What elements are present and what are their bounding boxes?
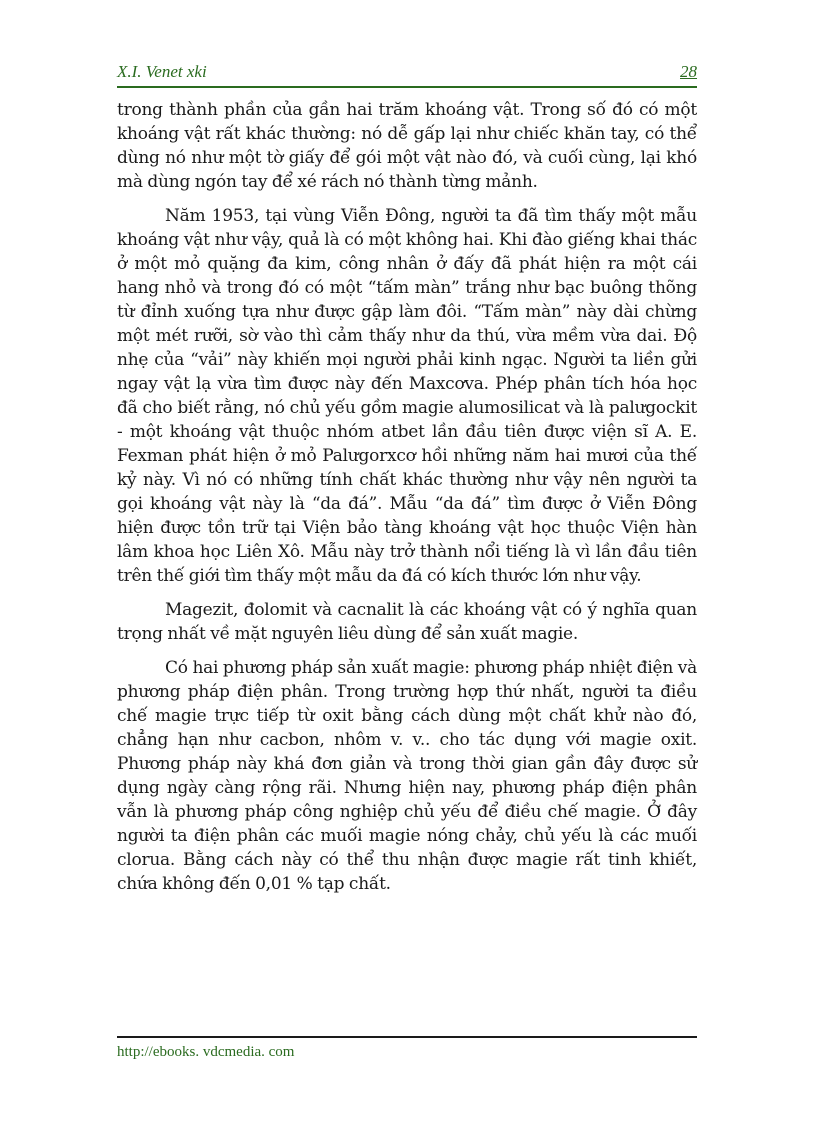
running-header-author: X.I. Venet xki bbox=[117, 62, 207, 81]
footer-divider bbox=[117, 1036, 697, 1038]
paragraph-production-methods: Có hai phương pháp sản xuất magie: phương pháp nhiệt điện và phương pháp điện phân. Trong trường hợp thứ nhất, người ta điều chế magie trực tiếp từ oxit bằng cách dùng một chất khử nào đó, chẳng hạn như cacbon, nhôm v. v.. cho tác dụng với magie oxit. Phương pháp này khá đơn giản và trong thời gian gần đây được sử dụng ngày càng rộng rãi. Nhưng hiện nay, phương pháp điện phân vẫn là phương pháp công nghiệp chủ yếu để điều chế magie. Ở đây người ta điện phân các muối magie nóng chảy, chủ yếu là các muối clorua. Bằng cách này có thể thu nhận được magie rất tinh khiết, chứa không đến 0,01 % tạp chất. bbox=[117, 658, 697, 894]
paragraph-minerals: Magezit, đolomit và cacnalit là các khoáng vật có ý nghĩa quan trọng nhất về mặt nguyên liêu dùng để sản xuất magie. bbox=[117, 600, 697, 644]
body-text bbox=[117, 98, 697, 906]
paragraph-continuation: trong thành phần của gần hai trăm khoáng vật. Trong số đó có một khoáng vật rất khác thường: nó dễ gấp lại như chiếc khăn tay, có thể dùng nó như một tờ giấy để gói một vật nào đó, và cuối cùng, lại khó mà dùng ngón tay để xé rách nó thành từng mảnh. bbox=[117, 100, 697, 192]
page-header bbox=[117, 62, 697, 84]
paragraph-leather-stone: Năm 1953, tại vùng Viễn Đông, người ta đã tìm thấy một mẫu khoáng vật như vậy, quả là có một không hai. Khi đào giếng khai thác ở một mỏ quặng đa kim, công nhân ở đấy đã phát hiện ra một cái hang nhỏ và trong đó có một “tấm màn” trắng như bạc buông thõng từ đỉnh xuống tựa như được gập làm đôi. “Tấm màn” này dài chừng một mét rưỡi, sờ vào thì cảm thấy như da thú, vừa mềm vừa dai. Độ nhẹ của “vải” này khiến mọi người phải kinh ngạc. Người ta liền gửi ngay vật lạ vừa tìm được này đến Maxcơva. Phép phân tích hóa học đã cho biết rằng, nó chủ yếu gồm magie alumosilicat và là palưgockit - một khoáng vật thuộc nhóm atbet lần đầu tiên được viện sĩ A. E. Fexman phát hiện ở mỏ Palưgorxcơ hồi những năm hai mươi của thế kỷ này. Vì nó có những tính chất khác thường như vậy nên người ta gọi khoáng vật này là “da đá”. Mẫu “da đá” tìm được ở Viễn Đông hiện được tồn trữ tại Viện bảo tàng khoáng vật học thuộc Viện hàn lâm khoa học Liên Xô. Mẫu này trở thành nổi tiếng là vì lần đầu tiên trên thế giới tìm thấy một mẫu da đá có kích thước lớn như vậy. bbox=[117, 206, 697, 586]
footer-url-link[interactable]: http://ebooks. vdcmedia. com bbox=[117, 1044, 295, 1060]
header-divider bbox=[117, 86, 697, 88]
page-number: 28 bbox=[680, 62, 697, 81]
